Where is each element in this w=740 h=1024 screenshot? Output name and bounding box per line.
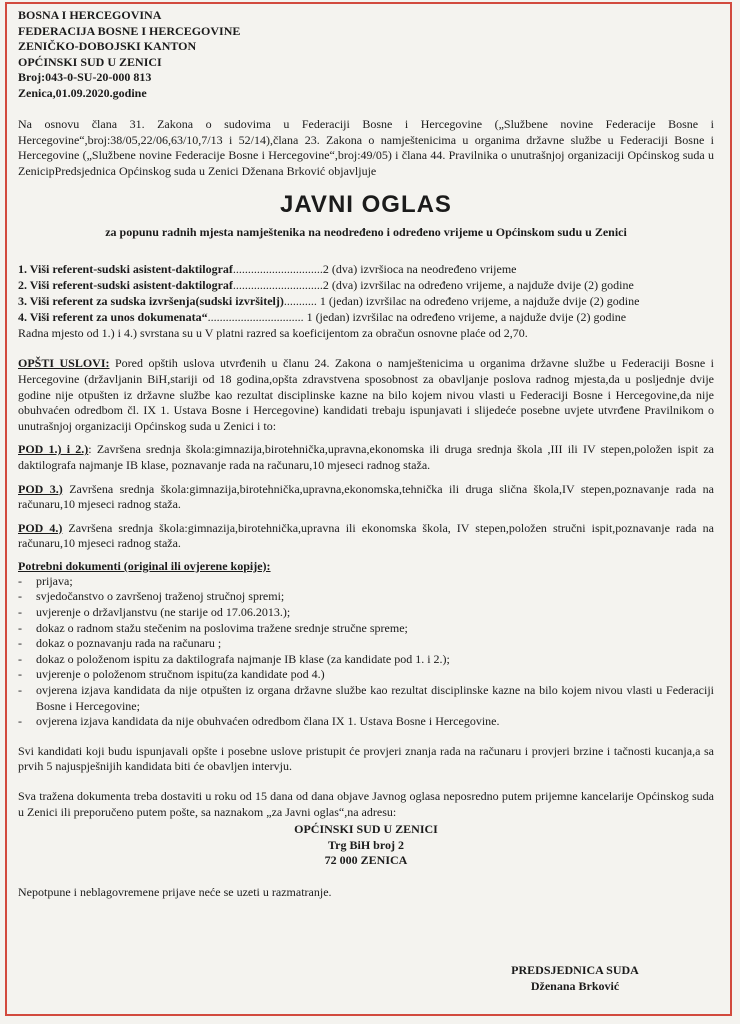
position-detail: ..............................2 (dva) izvršilac na određeno vrijeme, a najduže dvije (2) godine — [232, 278, 634, 293]
condition-pod-4 — [18, 521, 714, 552]
document-item: - dokaz o poznavanju rada na računaru ; — [18, 636, 714, 652]
general-conditions — [18, 356, 714, 434]
signature-block — [460, 962, 690, 994]
document-item: - prijava; — [18, 574, 714, 590]
legal-basis-paragraph: Na osnovu člana 31. Zakona o sudovima u Federaciji Bosne i Hercegovine („Službene novine Federacije Bosne i Hercegovine“,broj:38/05,22/06,63/10,7/13 i 52/14),člana 23. Zakona o namještenicima u organima državne službe u Federaciji Bosne i Hercegovine („Službene novine Federacije Bosne i Hercegovine“,broj:49/05) i člana 44. Pravilnika o unutrašnjoj organizaciji Općinskog suda u ZenicipPredsjednica Općinskog suda u Zenici Dženana Brković objavljuje — [18, 117, 714, 178]
position-item — [18, 310, 714, 326]
documents-heading: Potrebni dokumenti (original ili ovjerene kopije): — [18, 558, 271, 573]
document-item: - svjedočanstvo o završenoj traženoj stručnoj spremi; — [18, 589, 714, 605]
position-detail: ..............................2 (dva) izvršioca na neodređeno vrijeme — [232, 262, 517, 277]
signature-name: Dženana Brković — [530, 979, 620, 993]
notice-title: JAVNI OGLAS — [280, 191, 452, 219]
document-item: - dokaz o položenom ispitu za daktilografa najmanje IB klase (za kandidate pod 1. i 2.); — [18, 652, 714, 668]
general-conditions-label: OPŠTI USLOVI: — [18, 356, 110, 371]
documents-list — [18, 574, 714, 730]
signature-role: PREDSJEDNICA SUDA — [511, 963, 639, 977]
document-item: - uvjerenje o državljanstvu (ne starije od 17.06.2013.); — [18, 605, 714, 621]
positions-list — [18, 262, 714, 341]
court-header — [18, 8, 714, 101]
position-item — [18, 262, 714, 278]
public-notice — [18, 8, 714, 900]
position-name: 1. Viši referent-sudski asistent-daktilograf — [18, 262, 233, 277]
notice-subtitle: za popunu radnih mjesta namještenika na neodređeno i određeno vrijeme u Općinskom sudu u Zenici — [105, 225, 627, 240]
condition-pod-1-2 — [18, 442, 714, 473]
rejection-note: Nepotpune i neblagovremene prijave neće se uzeti u razmatranje. — [18, 884, 332, 899]
address-line: Trg BiH broj 2 — [328, 837, 404, 852]
condition-label: POD 3.) — [18, 481, 63, 496]
condition-pod-3 — [18, 482, 714, 513]
mailing-address — [18, 822, 714, 869]
header-line: ZENIČKO-DOBOJSKI KANTON — [18, 39, 197, 53]
issue-date: Zenica,01.09.2020.godine — [18, 85, 147, 100]
condition-text: Završena srednja škola:gimnazija,birotehnička,upravna,ekonomska,tehnička ili druga slična škola,IV stepen,poznavanje rada na računaru,10 mjeseci radnog staža. — [18, 481, 714, 512]
document-item: - uvjerenje o položenom stručnom ispitu(za kandidate pod 4.) — [18, 667, 714, 683]
testing-note: Svi kandidati koji budu ispunjavali opšte i posebne uslove pristupit će provjeri znanja rada na računaru i provjeri brzine i tačnosti kucanja,a sa prvih 5 najuspješnijih kandidata biti će obavljen intervju. — [18, 743, 714, 774]
condition-label: POD 4.) — [18, 520, 63, 535]
position-item — [18, 278, 714, 294]
position-name: 4. Viši referent za unos dokumenata“ — [18, 309, 208, 324]
condition-text: Završena srednja škola:gimnazija,birotehnička,upravna ili ekonomska škola, IV stepen,položen stručni ispit,poznavanje rada na računaru,10 mjeseci radnog staža. — [18, 520, 714, 551]
header-line: BOSNA I HERCEGOVINA — [18, 8, 162, 22]
address-line: 72 000 ZENICA — [324, 853, 408, 868]
salary-note: Radna mjesto od 1.) i 4.) svrstana su u V platni razred sa koeficijentom za obračun osnovne plaće od 2,70. — [18, 325, 528, 340]
position-name: 2. Viši referent-sudski asistent-daktilograf — [18, 278, 233, 293]
document-item: - ovjerena izjava kandidata da nije otpušten iz organa državne službe kao rezultat disciplinske kazne na bilo kojem nivou vlasti u Federaciji Bosne i Hercegovine; — [18, 683, 714, 714]
submission-note: Sva tražena dokumenta treba dostaviti u roku od 15 dana od dana objave Javnog oglasa neposredno putem prijemne kancelarije Općinskog suda u Zenici ili preporučeno putem pošte, sa naznakom „za Javni oglas“,na adresu: — [18, 789, 714, 819]
general-conditions-text: Pored opštih uslova utvrđenih u članu 24. Zakona o namještenicima u organima državne službe u Federaciji Bosne i Hercegovine (državljanin BiH,stariji od 18 godina,opšta zdravstvena sposobnost za obavljanje poslova radnog mjesta,da u posljednje dvije godine nije otpušten iz državne službe kao rezultat disciplinske kazne na bilo kojem nivou vlasti u Federaciji Bosne i Hercegovine,da nije obuhvaćen odredbom čl. IX 1. Ustava Bosne i Hercegovine) kandidati trebaju ispunjavati i slijedeće posebne uvjete utvrđene Pravilnikom o unutrašnjoj organizaciji Općinskog suda u Zenici i to: — [18, 356, 714, 433]
case-number: Broj:043-0-SU-20-000 813 — [18, 70, 152, 84]
condition-label: POD 1.) i 2.) — [18, 442, 89, 457]
position-detail: ........... 1 (jedan) izvršilac na određeno vrijeme, a najduže dvije (2) godine — [283, 293, 640, 308]
document-item: - dokaz o radnom stažu stečenim na poslovima tražene srednje stručne spreme; — [18, 621, 714, 637]
position-detail: ................................ 1 (jedan) izvršilac na određeno vrijeme, a najduže dvije (2) godine — [207, 309, 627, 324]
position-name: 3. Viši referent za sudska izvršenja(sudski izvršitelj) — [18, 293, 284, 308]
position-item — [18, 294, 714, 310]
condition-text: : Završena srednja škola:gimnazija,birotehnička,upravna,ekonomska ili druga srednja škola ,III ili IV stepen,položen ispit za daktilografa najmanje IB klase, poznavanje rada na računaru,10 mjeseci radnog staža. — [18, 442, 714, 472]
header-line: OPĆINSKI SUD U ZENICI — [18, 54, 162, 69]
header-line: FEDERACIJA BOSNE I HERCEGOVINE — [18, 23, 241, 38]
document-item: - ovjerena izjava kandidata da nije obuhvaćen odredbom člana IX 1. Ustava Bosne i Hercegovine. — [18, 714, 714, 730]
address-line: OPĆINSKI SUD U ZENICI — [294, 822, 438, 837]
